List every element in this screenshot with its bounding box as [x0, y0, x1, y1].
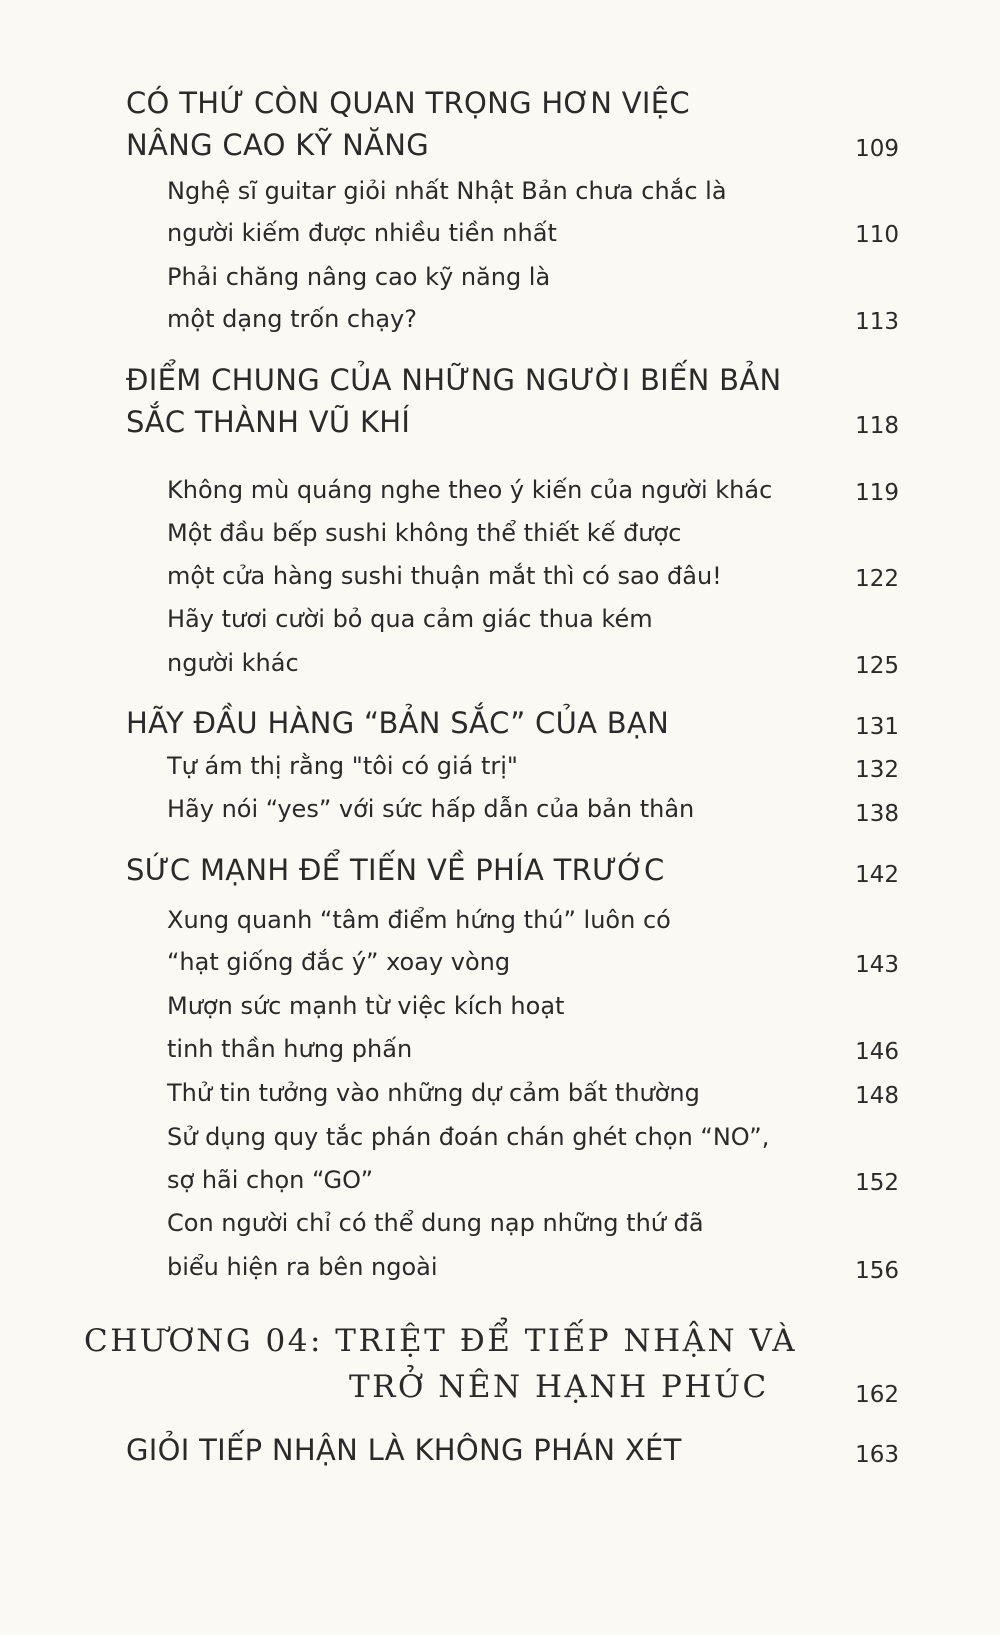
toc-page-number: 125 [855, 653, 899, 679]
toc-page-number: 132 [855, 757, 899, 783]
toc-subsection-title: Sử dụng quy tắc phán đoán chán ghét chọn “NO”, [167, 1123, 770, 1151]
toc-section-title: GIỎI TIẾP NHẬN LÀ KHÔNG PHÁN XÉT [126, 1433, 682, 1467]
toc-subsection-title: Con người chỉ có thể dung nạp những thứ đã [167, 1209, 704, 1237]
toc-page-number: 152 [855, 1170, 899, 1196]
toc-page-number: 113 [855, 309, 899, 335]
toc-subsection-title: người khác [167, 649, 299, 677]
toc-page-number: 138 [855, 801, 899, 827]
toc-subsection-title: Xung quanh “tâm điểm hứng thú” luôn có [167, 906, 671, 934]
toc-chapter-title: CHƯƠNG 04: TRIỆT ĐỂ TIẾP NHẬN VÀ [84, 1323, 798, 1359]
toc-subsection-title: Hãy tươi cười bỏ qua cảm giác thua kém [167, 605, 653, 633]
toc-page-number: 110 [855, 222, 899, 248]
toc-subsection-title: biểu hiện ra bên ngoài [167, 1253, 438, 1281]
toc-subsection-title: một dạng trốn chạy? [167, 305, 417, 333]
toc-subsection-title: một cửa hàng sushi thuận mắt thì có sao đâu! [167, 562, 722, 590]
toc-subsection-title: Tự ám thị rằng "tôi có giá trị" [167, 752, 518, 780]
toc-page-number: 118 [855, 413, 899, 439]
toc-page-number: 162 [855, 1382, 899, 1408]
toc-page-number: 146 [855, 1039, 899, 1065]
toc-section-title: SỨC MẠNH ĐỂ TIẾN VỀ PHÍA TRƯỚC [126, 853, 665, 887]
toc-subsection-title: Hãy nói “yes” với sức hấp dẫn của bản thân [167, 795, 695, 823]
toc-page-number: 156 [855, 1258, 899, 1284]
toc-page-number: 148 [855, 1083, 899, 1109]
toc-page-number: 143 [855, 952, 899, 978]
toc-page-number: 142 [855, 862, 899, 888]
toc-section-title: HÃY ĐẦU HÀNG “BẢN SẮC” CỦA BẠN [126, 706, 670, 740]
toc-page-number: 131 [855, 714, 899, 740]
toc-subsection-title: Mượn sức mạnh từ việc kích hoạt [167, 992, 565, 1020]
toc-subsection-title: Một đầu bếp sushi không thể thiết kế được [167, 519, 682, 547]
toc-subsection-title: Không mù quáng nghe theo ý kiến của người khác [167, 476, 773, 504]
toc-subsection-title: người kiếm được nhiều tiền nhất [167, 219, 557, 247]
toc-chapter-title: TRỞ NÊN HẠNH PHÚC [349, 1369, 769, 1405]
toc-section-title: NÂNG CAO KỸ NĂNG [126, 128, 429, 162]
toc-section-title: ĐIỂM CHUNG CỦA NHỮNG NGƯỜI BIẾN BẢN [126, 363, 782, 397]
toc-subsection-title: tinh thần hưng phấn [167, 1035, 413, 1063]
toc-subsection-title: Phải chăng nâng cao kỹ năng là [167, 263, 551, 291]
toc-page-number: 122 [855, 566, 899, 592]
toc-subsection-title: sợ hãi chọn “GO” [167, 1166, 374, 1194]
toc-subsection-title: “hạt giống đắc ý” xoay vòng [167, 948, 511, 976]
toc-section-title: SẮC THÀNH VŨ KHÍ [126, 405, 411, 439]
toc-subsection-title: Nghệ sĩ guitar giỏi nhất Nhật Bản chưa chắc là [167, 177, 727, 205]
toc-section-title: CÓ THỨ CÒN QUAN TRỌNG HƠN VIỆC [126, 86, 690, 120]
toc-page-number: 119 [855, 480, 899, 506]
toc-page-number: 109 [855, 136, 899, 162]
toc-subsection-title: Thử tin tưởng vào những dự cảm bất thường [167, 1079, 700, 1107]
toc-page-number: 163 [855, 1442, 899, 1468]
